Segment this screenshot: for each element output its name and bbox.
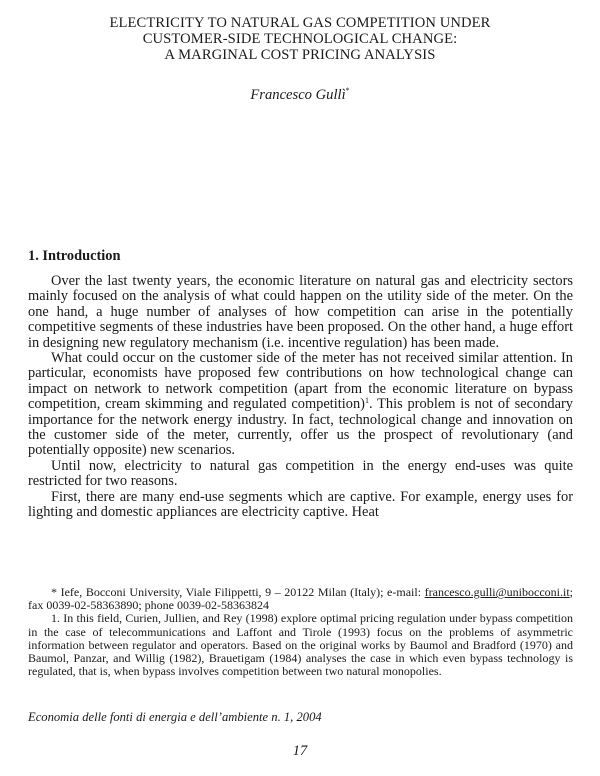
section-heading: 1. Introduction [28,248,121,264]
author-text: Francesco Gullì [250,87,346,103]
paragraph-2-text-after: . This problem is not of secondary importance for the network energy industry. In fact, technological change and innovation on the customer side of the meter, currently, offer us the prospect of revolutionary (and potentially opposite) new scenarios. [28,396,573,459]
footnote-1: 1. In this field, Curien, Jullien, and Rey (1998) explore optimal pricing regulation under bypass competition in the case of telecommunications and Laffont and Tirole (1993) focus on the problems of asymmetric information between regulator and operators. Based on the original works by Baumol and Bradford (1970) and Baumol, Panzar, and Willig (1982), Brauetigam (1984) analyses the case in which even bypass technology is regulated, that is, when bypass involves competition between two natural monopolies. [28,611,573,679]
affiliation-contact: ; fax 0039-02-58363890; phone 0039-02-58363824 [28,585,573,613]
author-footnote-mark[interactable]: * [345,86,350,95]
title-line-3: A MARGINAL COST PRICING ANALYSIS [164,47,436,63]
paper-title [0,15,600,63]
email-link[interactable]: francesco.gulli@unibocconi.it [424,585,570,599]
affiliation-text: * Iefe, Bocconi University, Viale Filippetti, 9 – 20122 Milan (Italy); e-mail: [51,585,425,599]
page-number: 17 [292,743,308,759]
footnote-ref-1[interactable]: 1 [364,396,369,406]
paragraph-2 [28,351,573,459]
paragraph-4: First, there are many end-use segments which are captive. For example, energy uses for lighting and domestic appliances are electricity captive. Heat [28,488,573,521]
footnotes [28,586,573,678]
paragraph-1: Over the last twenty years, the economic literature on natural gas and electricity sectors mainly focused on the analysis of what could happen on the utility side of the meter. On the one hand, a huge number of analyses of how competition can arise in the potentially competitive segments of these industries have been proposed. On the other hand, a huge effort in designing new regulatory mechanism (i.e. incentive regulation) has been made. [28,273,573,351]
paragraph-2-text-before: What could occur on the customer side of the meter has not received similar attention. In particular, economists have proposed few contributions on how technological change can impact on network to network competition (apart from the economic literature on bypass competition, cream skimming and regulated competition) [28,350,573,413]
footnote-affiliation [28,586,573,612]
author-name [0,83,600,103]
title-line-1: ELECTRICITY TO NATURAL GAS COMPETITION UNDER [109,15,491,31]
paragraph-3: Until now, electricity to natural gas competition in the energy end-uses was quite restricted for two reasons. [28,457,573,490]
journal-citation: Economia delle fonti di energia e dell’ambiente n. 1, 2004 [28,710,322,724]
body-text [28,274,573,521]
title-line-2: CUSTOMER-SIDE TECHNOLOGICAL CHANGE: [142,31,458,47]
